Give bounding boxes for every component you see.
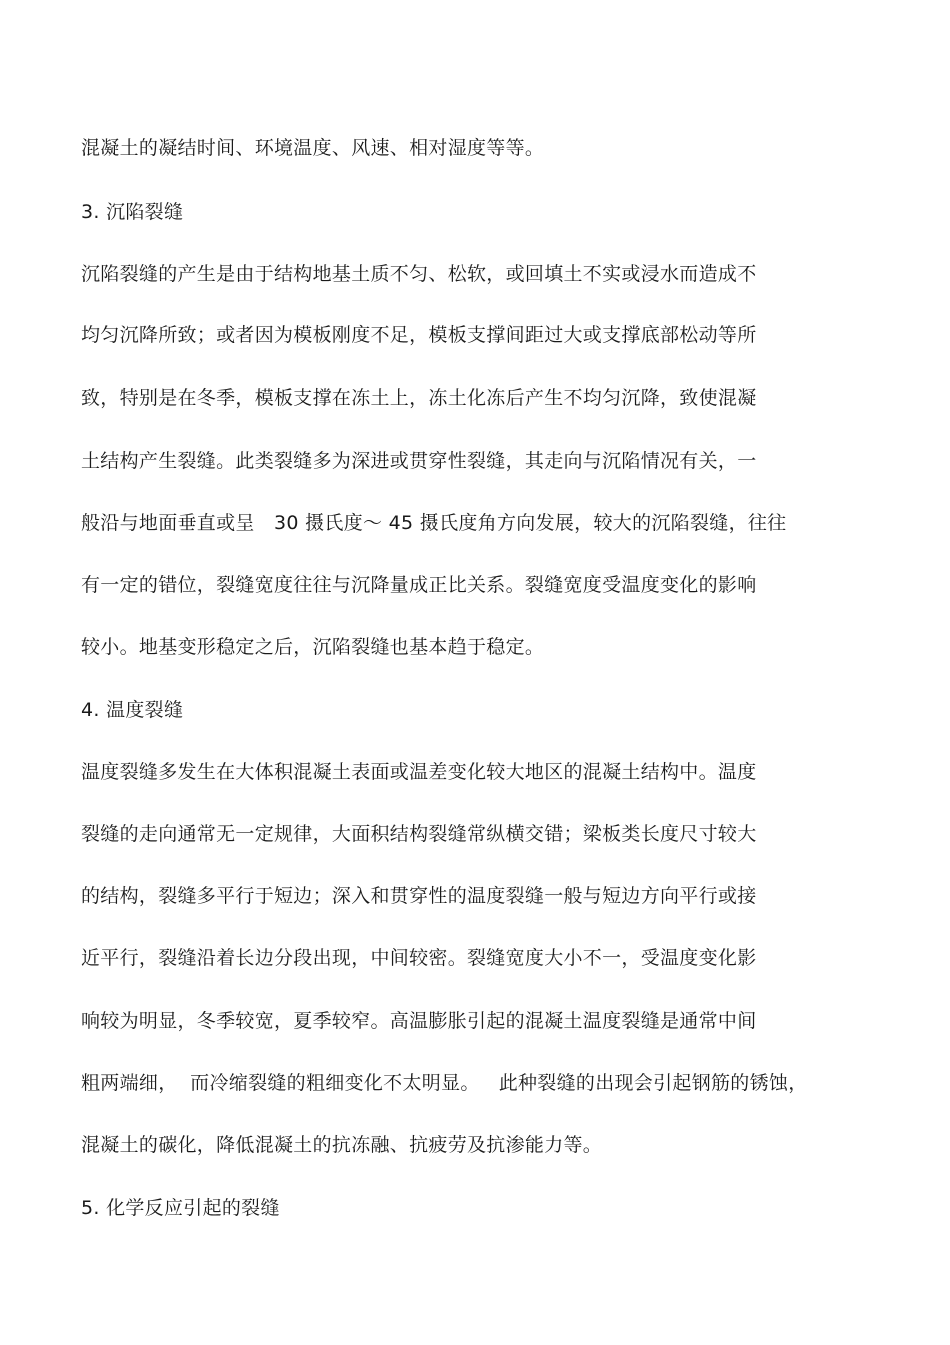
section-heading: 3. 沉陷裂缝 [81, 201, 184, 223]
paragraph-line: 较小。地基变形稳定之后，沉陷裂缝也基本趋于稳定。 [81, 636, 545, 658]
paragraph-line: 沉陷裂缝的产生是由于结构地基土质不匀、松软，或回填土不实或浸水而造成不 [81, 263, 757, 285]
section-heading: 5. 化学反应引起的裂缝 [81, 1197, 280, 1219]
paragraph-line: 致，特别是在冬季，模板支撑在冻土上，冻土化冻后产生不均匀沉降，致使混凝 [81, 387, 757, 409]
paragraph-line: 般沿与地面垂直或呈 30 摄氏度～ 45 摄氏度角方向发展，较大的沉陷裂缝，往往 [81, 512, 787, 534]
paragraph-line: 均匀沉降所致；或者因为模板刚度不足，模板支撑间距过大或支撑底部松动等所 [81, 324, 757, 346]
paragraph-line: 温度裂缝多发生在大体积混凝土表面或温差变化较大地区的混凝土结构中。温度 [81, 761, 757, 783]
paragraph-line: 近平行，裂缝沿着长边分段出现，中间较密。裂缝宽度大小不一，受温度变化影 [81, 947, 757, 969]
paragraph-line: 混凝土的凝结时间、环境温度、风速、相对湿度等等。 [81, 137, 545, 159]
section-heading: 4. 温度裂缝 [81, 699, 184, 721]
paragraph-line: 土结构产生裂缝。此类裂缝多为深进或贯穿性裂缝，其走向与沉陷情况有关，一 [81, 450, 757, 472]
paragraph-line: 有一定的错位，裂缝宽度往往与沉降量成正比关系。裂缝宽度受温度变化的影响 [81, 574, 757, 596]
paragraph-line: 的结构，裂缝多平行于短边；深入和贯穿性的温度裂缝一般与短边方向平行或接 [81, 885, 757, 907]
paragraph-line: 粗两端细， 而冷缩裂缝的粗细变化不太明显。 此种裂缝的出现会引起钢筋的锈蚀， [81, 1072, 808, 1094]
paragraph-line: 响较为明显，冬季较宽，夏季较窄。高温膨胀引起的混凝土温度裂缝是通常中间 [81, 1010, 757, 1032]
paragraph-line: 混凝土的碳化，降低混凝土的抗冻融、抗疲劳及抗渗能力等。 [81, 1134, 603, 1156]
paragraph-line: 裂缝的走向通常无一定规律，大面积结构裂缝常纵横交错；梁板类长度尺寸较大 [81, 823, 757, 845]
